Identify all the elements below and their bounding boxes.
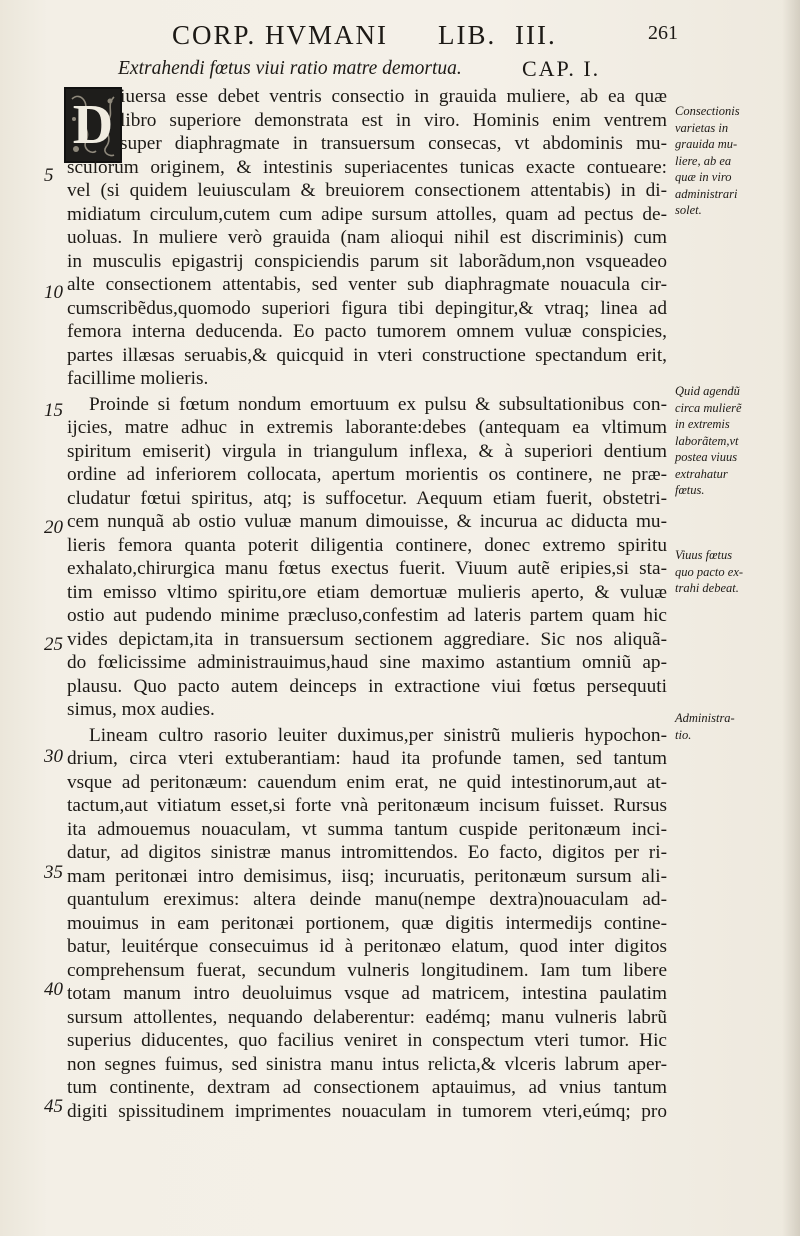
margin-note-line: fœtus. [675, 483, 705, 497]
margin-note-line: liere, ab ea [675, 153, 732, 168]
running-title: CORP. HVMANI [172, 20, 389, 50]
text-line: iuersa esse debet ventris consectio in grauida muliere, ab ea quæ [120, 86, 667, 107]
line-number: 40 [44, 979, 63, 1000]
text-line: Proinde si fœtum nondum emortuum ex pulsu & subsultationibus con- [89, 393, 667, 415]
chapter-heading [118, 56, 638, 86]
text-line: Lineam cultro rasorio leuiter duximus,per sinistrũ mulieris hypochon- [89, 724, 667, 746]
text-line: do fœlicissime administrauimus,haud sine maximo astantium omniũ ap- [67, 652, 667, 673]
margin-note-line: quæ in viro [675, 170, 732, 184]
drop-cap-letter: D [72, 94, 114, 156]
text-line: tum continente, dextram ad consectionem aptauimus, ad vnius tantum [67, 1077, 667, 1098]
margin-note-line: varietas in [675, 120, 729, 135]
margin-note-line: Consectionis [675, 104, 740, 118]
running-header [150, 18, 710, 52]
margin-note-line: quo pacto ex- [675, 564, 744, 579]
text-line: partes illæsas seruabis,& quicquid in vteri constructione spectandum erit, [67, 344, 667, 366]
main-text-block [67, 85, 667, 1123]
text-line: datur, ad digitos sinistræ manus intromittendos. Eo facto, digitos per ri- [67, 842, 667, 863]
line-number: 35 [44, 862, 63, 883]
text-line: femora interna deducenda. Eo pacto tumorem omnem vuluæ conspicies, [67, 321, 667, 342]
text-line: alte consectionem attentabis, sed venter sub diaphragmate nouacula cir- [67, 274, 667, 295]
chapter-number: CAP. I. [522, 56, 601, 81]
text-line: mouimus in eam peritonæi portionem, quæ digitis intermedijs contine- [67, 912, 667, 934]
text-line: drium, circa vteri extuberantiam: haud ita profunde tamen, sed tantum [67, 748, 667, 769]
margin-note-line: Administra- [675, 711, 735, 725]
text-line: cumscribẽdus,quomodo superiori figura tibi depingitur,& vtraq; linea ad [67, 297, 667, 319]
text-line: cludatur fœtui spiritus, atq; is suffocetur. Aequum etiam fuerit, obstetri- [67, 487, 667, 509]
line-number: 15 [44, 400, 63, 421]
margin-note-line: Quid agendũ [675, 384, 740, 398]
text-line: vel (si quidem leuiusculam & breuiorem consectionem attentabis) in di- [67, 180, 667, 201]
margin-note-line: grauida mu- [675, 137, 738, 151]
text-line: in musculis epigastrij conspiciendis parum sit laborãdum,non vsqueadeo [67, 250, 667, 272]
margin-note-line: solet. [675, 203, 702, 217]
margin-note-line: Viuus fœtus [675, 548, 733, 562]
margin-note-line: tio. [675, 727, 692, 742]
text-line: uoluas. In muliere verò grauida (nam alioqui nihil est discriminis) cum [67, 227, 667, 248]
text-line: superius diducentes, quo facilius veniret in conspectum vteri tumor. Hic [67, 1030, 667, 1051]
line-number: 10 [44, 282, 63, 303]
text-line: batur, leuitérque consecuimus id à peritonæo elatum, quod inter digitos [67, 936, 667, 957]
chapter-title: Extrahendi fœtus viui ratio matre demortua. [118, 58, 462, 79]
book-number: III. [515, 20, 557, 50]
text-line: ita admouemus nouaculam, vt summa tantum cuspide peritonæum inci- [67, 818, 667, 840]
text-line: sursum attollentes, nequando delaberentur: eadémq; manu vulneris labrũ [67, 1006, 667, 1028]
text-line: quantulum ereximus: altera deinde manu(nempe dextra)nouaculam ad- [67, 889, 667, 910]
text-line: vsque ad peritonæum: cauendum enim erat, ne quid intestinorum,aut at- [67, 771, 667, 793]
margin-note-line: laborãtem,vt [675, 433, 739, 448]
text-line: facillime molieris. [67, 368, 209, 389]
text-line: simus, mox audies. [67, 699, 215, 720]
line-number: 30 [44, 746, 63, 767]
text-line: tactum,aut vitiatum esset,si forte vnà peritonæum incisum fuisset. Rursus [67, 795, 667, 816]
text-line: comprehensum fuerat, secundum vulneris longitudinem. Iam tum libere [67, 959, 667, 981]
page-number: 261 [648, 22, 678, 44]
line-number: 25 [44, 634, 63, 655]
text-line: sculorum originem, & intestinis superiacentes tunicas exacte contueare: [67, 156, 667, 178]
text-line: totam manum intro deuoluimus vsque ad matricem, intestina paulatim [67, 983, 667, 1004]
margin-note-line: administrari [675, 186, 738, 201]
page-edge-shadow [782, 0, 800, 1236]
margin-note-line: postea viuus [675, 450, 738, 464]
line-number: 45 [44, 1096, 63, 1117]
line-number: 5 [44, 165, 54, 186]
text-line: exhalato,chirurgica manu fœtus exectus fuerit. Viuum autẽ eripies,si sta- [67, 558, 667, 579]
text-line: mam peritonæi intro demisimus, iisq; incuruatis, peritonæum sursum ali- [67, 865, 667, 887]
text-line: super diaphragmate in transuersum consecas, vt abdominis mu- [120, 133, 667, 154]
text-line: tim emisso vltimo spiritu,ore etiam demortuæ mulieris aperto, & vuluæ [67, 581, 667, 603]
text-line: vides depictam,ita in transuersum sectionem aggrediare. Sic nos aliquã- [67, 628, 667, 650]
text-line: cem nunquã ab ostio vuluæ manum dimouisse, & incurua ac diducta mu- [67, 511, 667, 532]
text-line: lieris femora quanta poterit diligentia continere, donec extremo spiritu [67, 534, 667, 556]
text-line: plausu. Quo pacto autem deinceps in extractione viui fœtus persequuti [67, 675, 667, 697]
text-line: digiti spissitudinem imprimentes nouaculam in tumorem vteri,eúmq; pro [67, 1100, 667, 1122]
book-label: LIB. [438, 20, 497, 50]
text-line: libro superiore demonstrata est in viro. Hominis enim ventrem [120, 109, 667, 131]
text-line: non segnes fuimus, sed sinistra manu intus relicta,& vlceris labrum aper- [67, 1053, 667, 1075]
margin-note-line: trahi debeat. [675, 581, 739, 595]
text-line: spiritum emiserit) virgula in triangulum inflexa, & à superiori dentium [67, 440, 667, 462]
margin-note-line: circa mulierẽ [675, 400, 742, 415]
text-line: ijcies, matre adhuc in extremis laborante:debes (antequam ea vltimum [67, 417, 667, 438]
line-number: 20 [44, 517, 63, 538]
text-line: ordine ad inferiorem collocata, apertum morientis os continere, ne præ- [67, 464, 667, 485]
margin-note-line: extrahatur [675, 466, 728, 481]
margin-note-line: in extremis [675, 417, 730, 431]
text-line: midiatum circulum,cutem cum adipe sursum attolles, quam ad pectus de- [67, 203, 667, 225]
text-line: ostio aut pudendo minime præcluso,confestim ad lateris partem quam hic [67, 605, 667, 626]
